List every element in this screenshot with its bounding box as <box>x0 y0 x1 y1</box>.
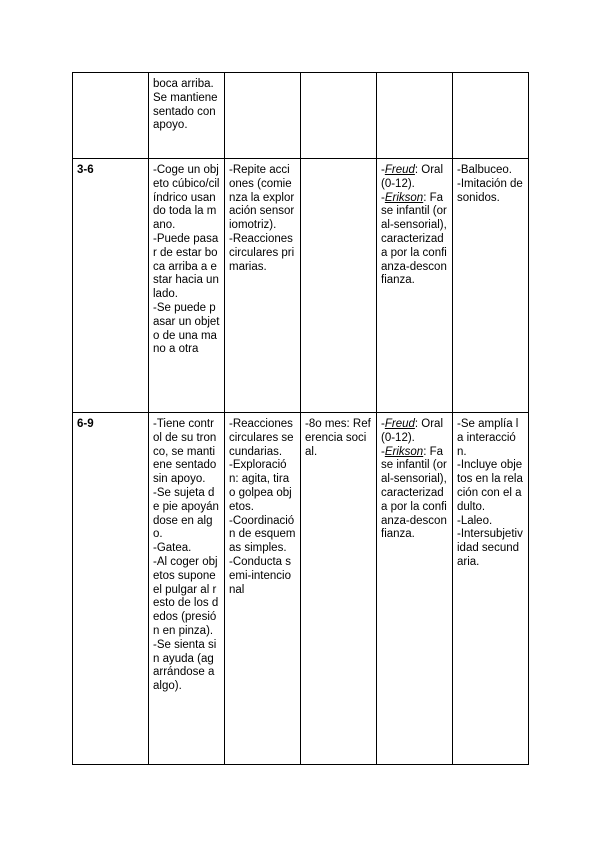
cell-line <box>229 515 296 556</box>
language-column-cell <box>453 413 529 765</box>
author-name: Freud <box>384 418 415 430</box>
cell-text: -Puede pasar de estar boca arriba a estar hacia un lado. <box>153 232 219 301</box>
cell-line <box>457 164 524 178</box>
age-range-cell: 6-9 <box>73 413 149 765</box>
cell-text: -Balbuceo. <box>457 164 512 176</box>
cell-line <box>457 459 524 514</box>
cell-line <box>229 418 296 459</box>
cognitive-column-cell <box>225 73 301 159</box>
cell-text: - <box>381 445 385 458</box>
cell-text: : Oral (0-12). <box>381 164 444 190</box>
table-row <box>73 159 529 413</box>
cell-text: -Imitación de sonidos. <box>457 177 523 204</box>
social-column-cell <box>301 413 377 765</box>
cell-line <box>457 178 524 206</box>
cell-line <box>381 418 448 446</box>
author-name: Freud <box>384 164 415 176</box>
social-column-cell <box>301 159 377 413</box>
cell-line <box>153 639 220 694</box>
author-name: Erikson <box>384 191 424 204</box>
motor-column-cell <box>149 73 225 159</box>
cell-line <box>381 192 448 289</box>
author-name: Erikson <box>384 445 424 458</box>
social-column-cell <box>301 73 377 159</box>
cell-text: - <box>381 191 385 204</box>
motor-column-cell <box>149 159 225 413</box>
cell-text: -Repite acciones (comienza la exploración sensoriomotriz). <box>229 164 295 232</box>
cell-text: -Reacciones circulares primarias. <box>229 232 295 273</box>
cell-text: : Fase infantil (oral-sensorial), caracterizada por la confianza-desconfianza. <box>381 191 447 287</box>
cell-line <box>381 164 448 192</box>
development-table-body <box>73 73 529 765</box>
cell-line <box>153 233 220 302</box>
cell-line <box>381 446 448 543</box>
cell-text: -Conducta semi-intencional <box>229 555 292 596</box>
cell-line <box>457 515 524 529</box>
cell-line <box>153 542 220 556</box>
cell-text: -Se puede pasar un objeto de una mano a otra <box>153 301 220 356</box>
cell-text: -Reacciones circulares secundarias. <box>229 418 294 458</box>
cell-line <box>153 164 220 233</box>
motor-column-cell <box>149 413 225 765</box>
cell-text: - <box>381 418 385 430</box>
cell-line <box>229 556 296 597</box>
cell-line <box>153 556 220 639</box>
cell-text: -Al coger objetos supone el pulgar al resto de los dedos (presión en pinza). <box>153 555 219 637</box>
cell-text: boca arriba. Se mantiene sentado con apoyo. <box>153 78 218 132</box>
psychosexual-column-cell <box>377 73 453 159</box>
cell-text: : Oral (0-12). <box>381 418 444 444</box>
development-table <box>72 72 529 765</box>
cell-line <box>153 487 220 542</box>
psychosexual-column-cell <box>377 413 453 765</box>
cell-text: -Se sujeta de pie apoyándose en algo. <box>153 486 219 541</box>
cell-line <box>229 233 296 274</box>
psychosexual-column-cell <box>377 159 453 413</box>
cell-text: -Laleo. <box>457 514 493 527</box>
cell-text: -Incluye objetos en la relación con el adulto. <box>457 459 523 513</box>
cell-line <box>153 78 220 133</box>
language-column-cell <box>453 73 529 159</box>
cell-text: : Fase infantil (oral-sensorial), caracterizada por la confianza-desconfianza. <box>381 445 447 541</box>
age-range-cell <box>73 73 149 159</box>
cell-text: - <box>381 164 385 176</box>
cell-text: -8o mes: Referencia social. <box>305 418 371 458</box>
cell-text: -Intersubjetividad secundaria. <box>457 528 523 568</box>
cell-line <box>153 418 220 487</box>
cell-line <box>457 528 524 569</box>
cell-text: -Exploración: agita, tira o golpea objetos. <box>229 459 292 513</box>
cell-text: -Gatea. <box>153 542 192 555</box>
cell-text: -Se sienta sin ayuda (agarrándose a algo). <box>153 638 217 693</box>
table-row <box>73 413 529 765</box>
cell-text: -Tiene control de su tronco, se mantiene sentado sin apoyo. <box>153 418 217 486</box>
age-range-cell: 3-6 <box>73 159 149 413</box>
cognitive-column-cell <box>225 159 301 413</box>
language-column-cell <box>453 159 529 413</box>
cell-line <box>153 302 220 357</box>
table-row <box>73 73 529 159</box>
cell-text: -Coordinación de esquemas simples. <box>229 514 296 555</box>
cell-line <box>229 164 296 233</box>
cell-text: -Se amplía la interacción. <box>457 418 519 458</box>
cell-text: -Coge un objeto cúbico/cilíndrico usando toda la mano. <box>153 164 220 232</box>
cell-line <box>305 418 372 459</box>
cell-line <box>457 418 524 459</box>
cognitive-column-cell <box>225 413 301 765</box>
cell-line <box>229 459 296 514</box>
